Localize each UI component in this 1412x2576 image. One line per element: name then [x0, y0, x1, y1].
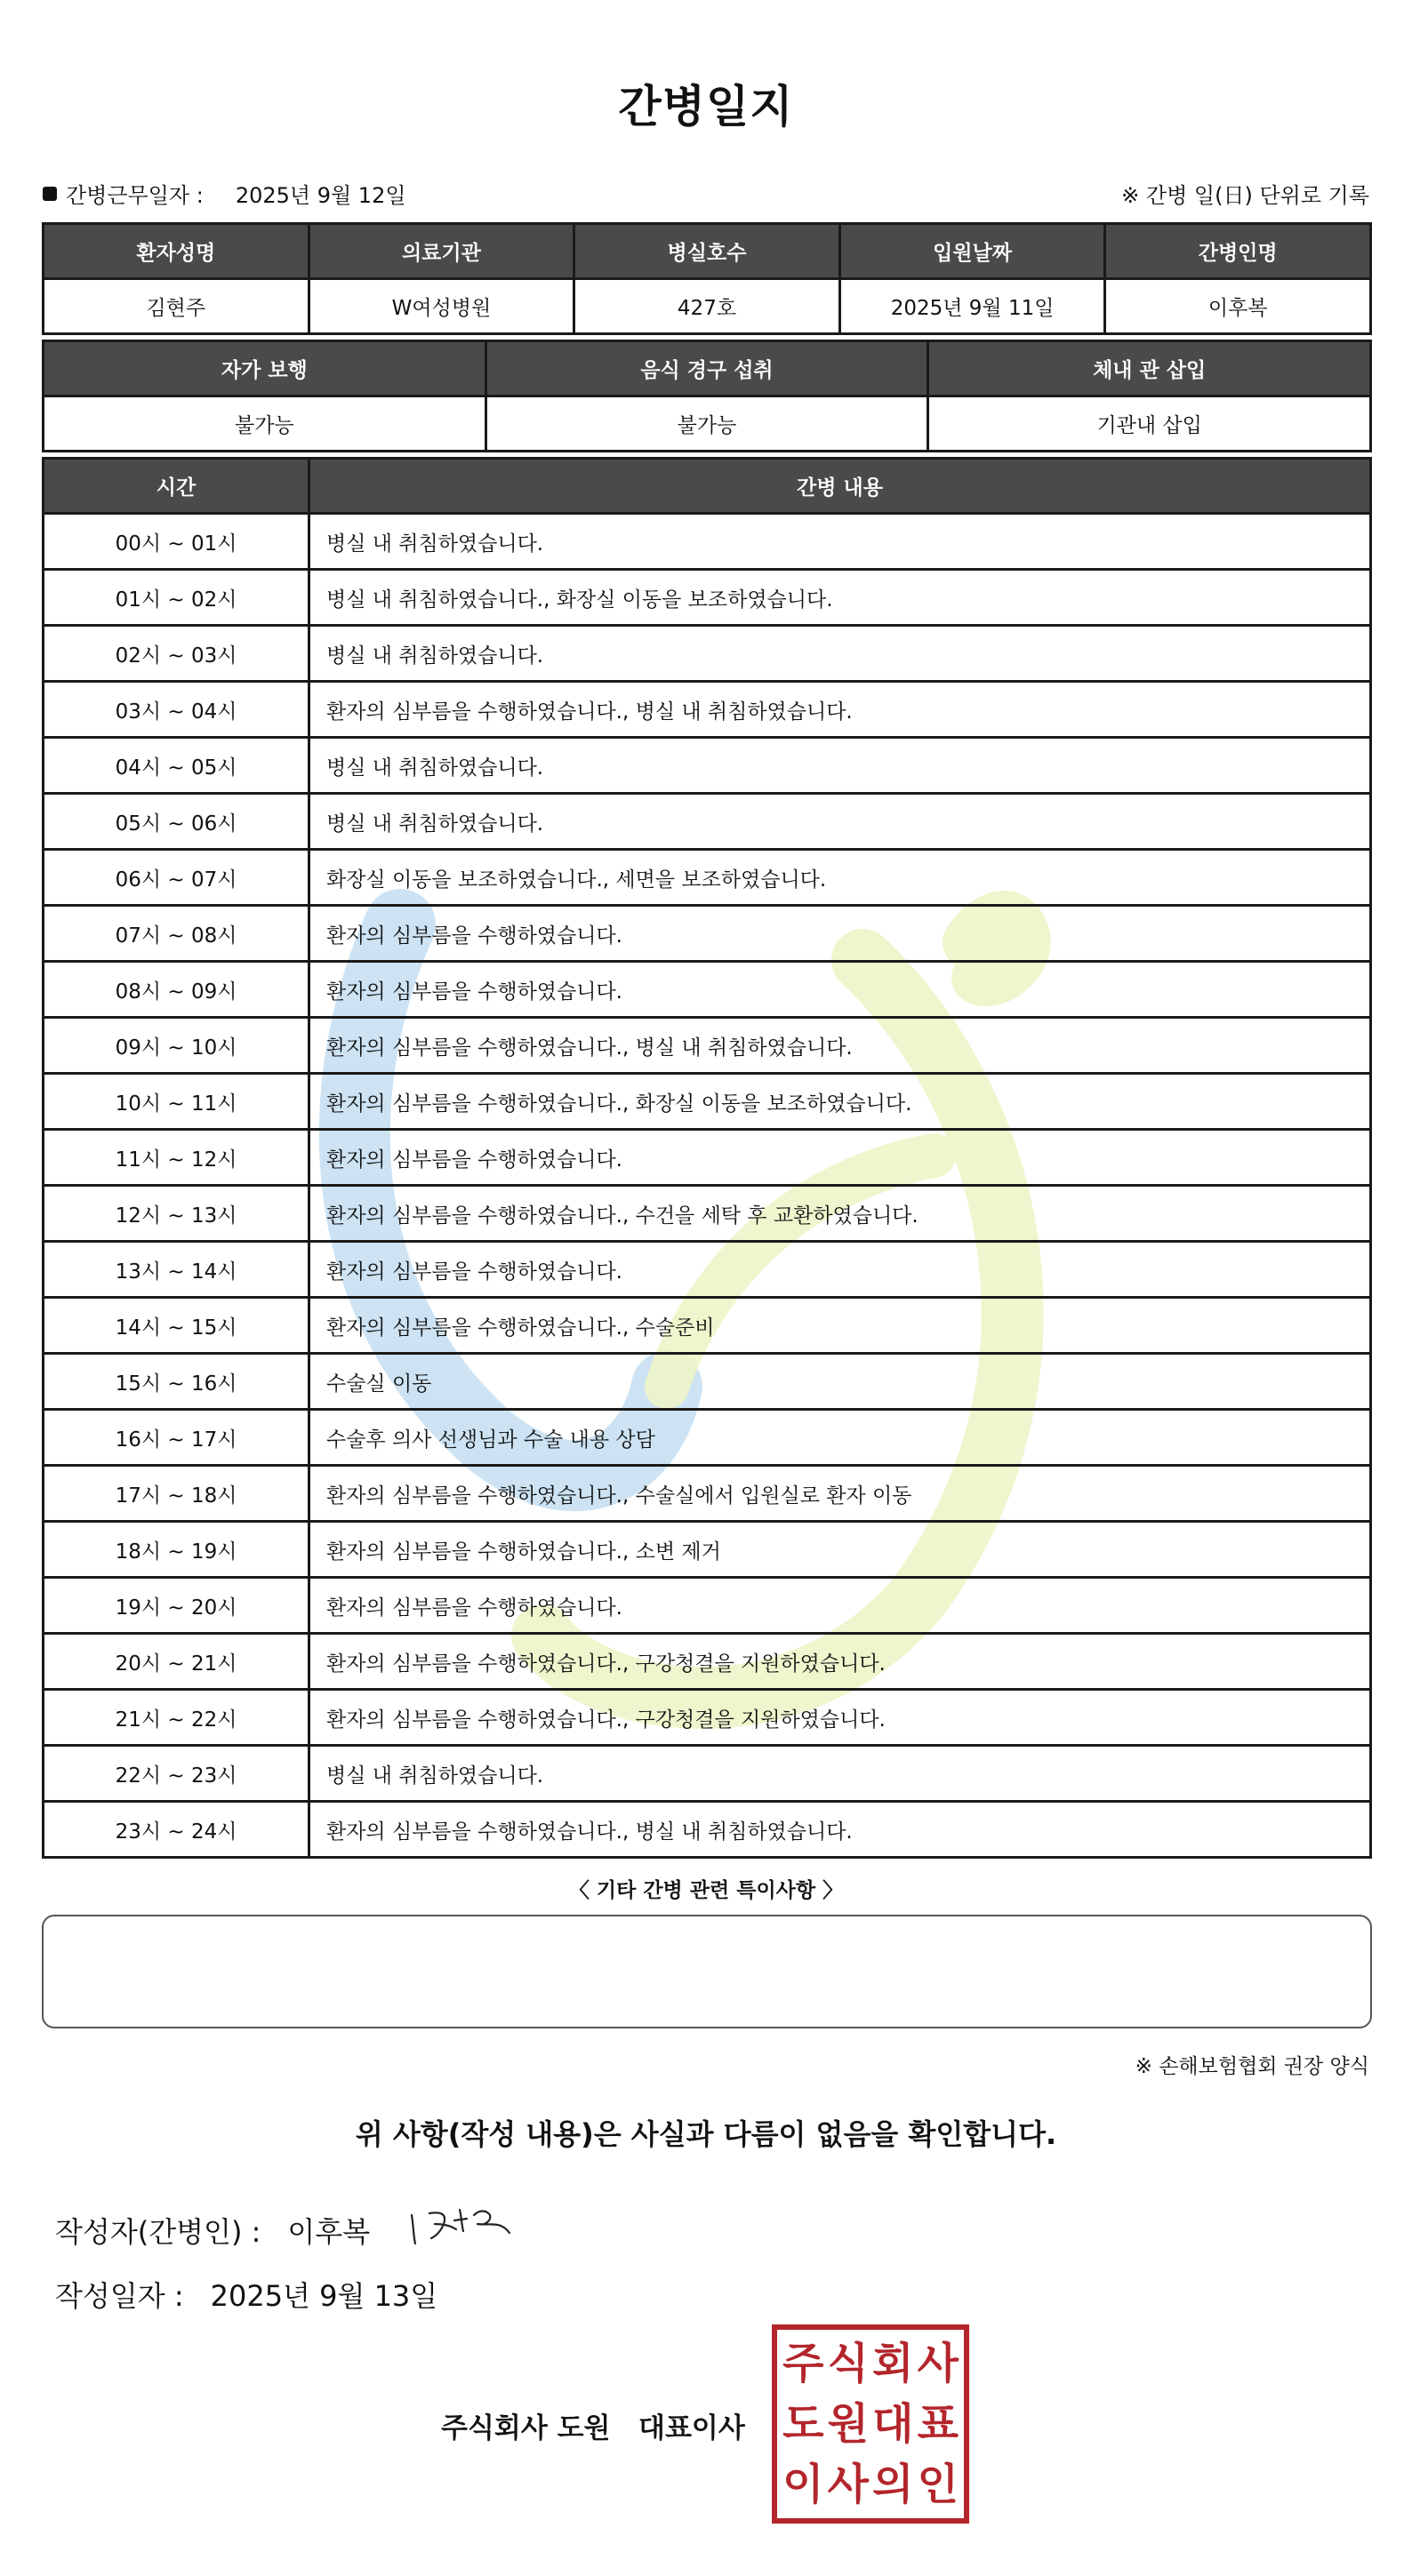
work-date-row [43, 178, 406, 209]
care-log-table [42, 457, 1372, 1859]
care-log-content: 환자의 심부름을 수행하였습니다., 병실 내 취침하였습니다. [309, 1018, 1371, 1074]
care-log-row [44, 1522, 1371, 1578]
care-log-row [44, 1354, 1371, 1410]
care-log-row [44, 1074, 1371, 1130]
status-header-row [44, 341, 1371, 396]
seal-char: 사 [827, 2460, 869, 2509]
form-note: ※ 손해보험협회 권장 양식 [1135, 2055, 1369, 2078]
written-date-row [55, 2274, 437, 2315]
care-log-time: 20시 ~ 21시 [44, 1634, 309, 1690]
care-log-time: 04시 ~ 05시 [44, 738, 309, 794]
care-log-row [44, 1130, 1371, 1186]
care-log-row [44, 794, 1371, 850]
seal-char: 원 [827, 2399, 869, 2449]
care-log-time: 00시 ~ 01시 [44, 514, 309, 570]
confirmation-statement: 위 사항(작성 내용)은 사실과 다름이 없음을 확인합니다. [355, 2117, 1057, 2151]
care-log-time: 15시 ~ 16시 [44, 1354, 309, 1410]
seal-char: 대 [872, 2399, 914, 2449]
care-log-time: 09시 ~ 10시 [44, 1018, 309, 1074]
care-log-row [44, 1186, 1371, 1242]
care-log-row [44, 1578, 1371, 1634]
header-time: 시간 [44, 459, 309, 514]
company-name: 주식회사 도원 [441, 2412, 611, 2444]
care-log-content: 환자의 심부름을 수행하였습니다., 병실 내 취침하였습니다. [309, 1802, 1371, 1858]
care-log-row [44, 962, 1371, 1018]
care-log-content: 환자의 심부름을 수행하였습니다., 수술실에서 입원실로 환자 이동 [309, 1466, 1371, 1522]
patient-info-header-row [44, 224, 1371, 279]
self-walking-value: 불가능 [44, 396, 486, 452]
writer-row [55, 2210, 370, 2251]
care-log-row [44, 626, 1371, 682]
header-admission-date: 입원날짜 [839, 224, 1105, 279]
patient-status-table [42, 340, 1372, 452]
patient-info-table [42, 222, 1372, 335]
header-oral-intake: 음식 경구 섭취 [485, 341, 928, 396]
seal-char: 사 [917, 2339, 959, 2388]
seal-char: 식 [827, 2339, 869, 2388]
header-care-content: 간병 내용 [309, 459, 1371, 514]
tube-insertion-value: 기관내 삽입 [928, 396, 1371, 452]
care-log-content: 수술실 이동 [309, 1354, 1371, 1410]
care-log-content: 병실 내 취침하였습니다. [309, 1746, 1371, 1802]
header-patient-name: 환자성명 [44, 224, 309, 279]
care-log-content: 환자의 심부름을 수행하였습니다., 소변 제거 [309, 1522, 1371, 1578]
admission-date: 2025년 9월 11일 [839, 279, 1105, 334]
care-log-row [44, 1298, 1371, 1354]
writer-name: 이후복 [287, 2215, 371, 2249]
care-log-time: 03시 ~ 04시 [44, 682, 309, 738]
work-date-label: 간병근무일자 : [66, 183, 204, 208]
care-log-row [44, 738, 1371, 794]
written-date-value: 2025년 9월 13일 [210, 2279, 438, 2313]
care-log-time: 12시 ~ 13시 [44, 1186, 309, 1242]
care-log-row [44, 1410, 1371, 1466]
institution: W여성병원 [309, 279, 574, 334]
handwritten-signature [405, 2197, 529, 2260]
care-log-content: 환자의 심부름을 수행하였습니다., 화장실 이동을 보조하였습니다. [309, 1074, 1371, 1130]
care-log-row [44, 850, 1371, 906]
header-caregiver-name: 간병인명 [1105, 224, 1371, 279]
patient-info-value-row [44, 279, 1371, 334]
care-log-time: 02시 ~ 03시 [44, 626, 309, 682]
care-log-content: 환자의 심부름을 수행하였습니다., 구강청결을 지원하였습니다. [309, 1634, 1371, 1690]
special-notes-box [42, 1915, 1372, 2028]
care-log-content: 환자의 심부름을 수행하였습니다. [309, 906, 1371, 962]
care-log-content: 수술후 의사 선생님과 수술 내용 상담 [309, 1410, 1371, 1466]
care-log-content: 환자의 심부름을 수행하였습니다., 병실 내 취침하였습니다. [309, 682, 1371, 738]
unit-note: ※ 간병 일(日) 단위로 기록 [1121, 183, 1369, 208]
page-title: 간병일지 [618, 81, 794, 132]
care-log-content: 환자의 심부름을 수행하였습니다. [309, 1242, 1371, 1298]
seal-char: 인 [917, 2460, 959, 2509]
header-institution: 의료기관 [309, 224, 574, 279]
care-log-time: 16시 ~ 17시 [44, 1410, 309, 1466]
oral-intake-value: 불가능 [485, 396, 928, 452]
care-log-time: 01시 ~ 02시 [44, 570, 309, 626]
care-log-content: 병실 내 취침하였습니다. [309, 794, 1371, 850]
written-date-label: 작성일자 : [55, 2279, 184, 2313]
writer-label: 작성자(간병인) : [55, 2215, 261, 2249]
care-log-time: 05시 ~ 06시 [44, 794, 309, 850]
seal-char: 회 [872, 2339, 914, 2388]
care-log-content: 화장실 이동을 보조하였습니다., 세면을 보조하였습니다. [309, 850, 1371, 906]
care-log-row [44, 570, 1371, 626]
special-notes-title: 〈 기타 간병 관련 특이사항 〉 [568, 1879, 844, 1902]
care-log-row [44, 1466, 1371, 1522]
care-log-time: 13시 ~ 14시 [44, 1242, 309, 1298]
care-log-time: 17시 ~ 18시 [44, 1466, 309, 1522]
header-tube-insertion: 체내 관 삽입 [928, 341, 1371, 396]
care-log-row [44, 1018, 1371, 1074]
company-seal-stamp [772, 2324, 969, 2524]
care-log-row [44, 1746, 1371, 1802]
bullet-square-icon [43, 187, 57, 201]
care-log-time: 21시 ~ 22시 [44, 1690, 309, 1746]
care-log-time: 22시 ~ 23시 [44, 1746, 309, 1802]
care-log-time: 11시 ~ 12시 [44, 1130, 309, 1186]
work-date-value: 2025년 9월 12일 [235, 183, 406, 208]
care-log-content: 환자의 심부름을 수행하였습니다. [309, 1578, 1371, 1634]
care-log-row [44, 682, 1371, 738]
care-log-row [44, 1634, 1371, 1690]
caregiver-name: 이후복 [1105, 279, 1371, 334]
care-log-body [44, 514, 1371, 1858]
care-log-header-row [44, 459, 1371, 514]
care-log-time: 06시 ~ 07시 [44, 850, 309, 906]
seal-char: 이 [782, 2460, 824, 2509]
care-log-content: 환자의 심부름을 수행하였습니다. [309, 962, 1371, 1018]
room-number: 427호 [574, 279, 840, 334]
care-log-content: 환자의 심부름을 수행하였습니다., 구강청결을 지원하였습니다. [309, 1690, 1371, 1746]
ceo-title: 대표이사 [638, 2412, 745, 2444]
care-log-time: 23시 ~ 24시 [44, 1802, 309, 1858]
care-log-time: 08시 ~ 09시 [44, 962, 309, 1018]
seal-char: 표 [917, 2399, 959, 2449]
care-log-row [44, 514, 1371, 570]
care-log-time: 18시 ~ 19시 [44, 1522, 309, 1578]
care-log-content: 환자의 심부름을 수행하였습니다., 수술준비 [309, 1298, 1371, 1354]
care-log-content: 병실 내 취침하였습니다. [309, 626, 1371, 682]
care-log-row [44, 1242, 1371, 1298]
care-log-time: 10시 ~ 11시 [44, 1074, 309, 1130]
status-value-row [44, 396, 1371, 452]
header-self-walking: 자가 보행 [44, 341, 486, 396]
care-log-time: 07시 ~ 08시 [44, 906, 309, 962]
care-log-content: 병실 내 취침하였습니다. [309, 514, 1371, 570]
care-log-content: 환자의 심부름을 수행하였습니다. [309, 1130, 1371, 1186]
patient-name: 김현주 [44, 279, 309, 334]
care-log-time: 19시 ~ 20시 [44, 1578, 309, 1634]
care-log-row [44, 1802, 1371, 1858]
seal-char: 의 [872, 2460, 914, 2509]
care-log-time: 14시 ~ 15시 [44, 1298, 309, 1354]
seal-char: 도 [782, 2399, 824, 2449]
seal-char: 주 [782, 2339, 824, 2388]
care-log-row [44, 1690, 1371, 1746]
care-log-row [44, 906, 1371, 962]
care-log-content: 병실 내 취침하였습니다., 화장실 이동을 보조하였습니다. [309, 570, 1371, 626]
header-room-number: 병실호수 [574, 224, 840, 279]
care-log-content: 환자의 심부름을 수행하였습니다., 수건을 세탁 후 교환하였습니다. [309, 1186, 1371, 1242]
care-log-content: 병실 내 취침하였습니다. [309, 738, 1371, 794]
